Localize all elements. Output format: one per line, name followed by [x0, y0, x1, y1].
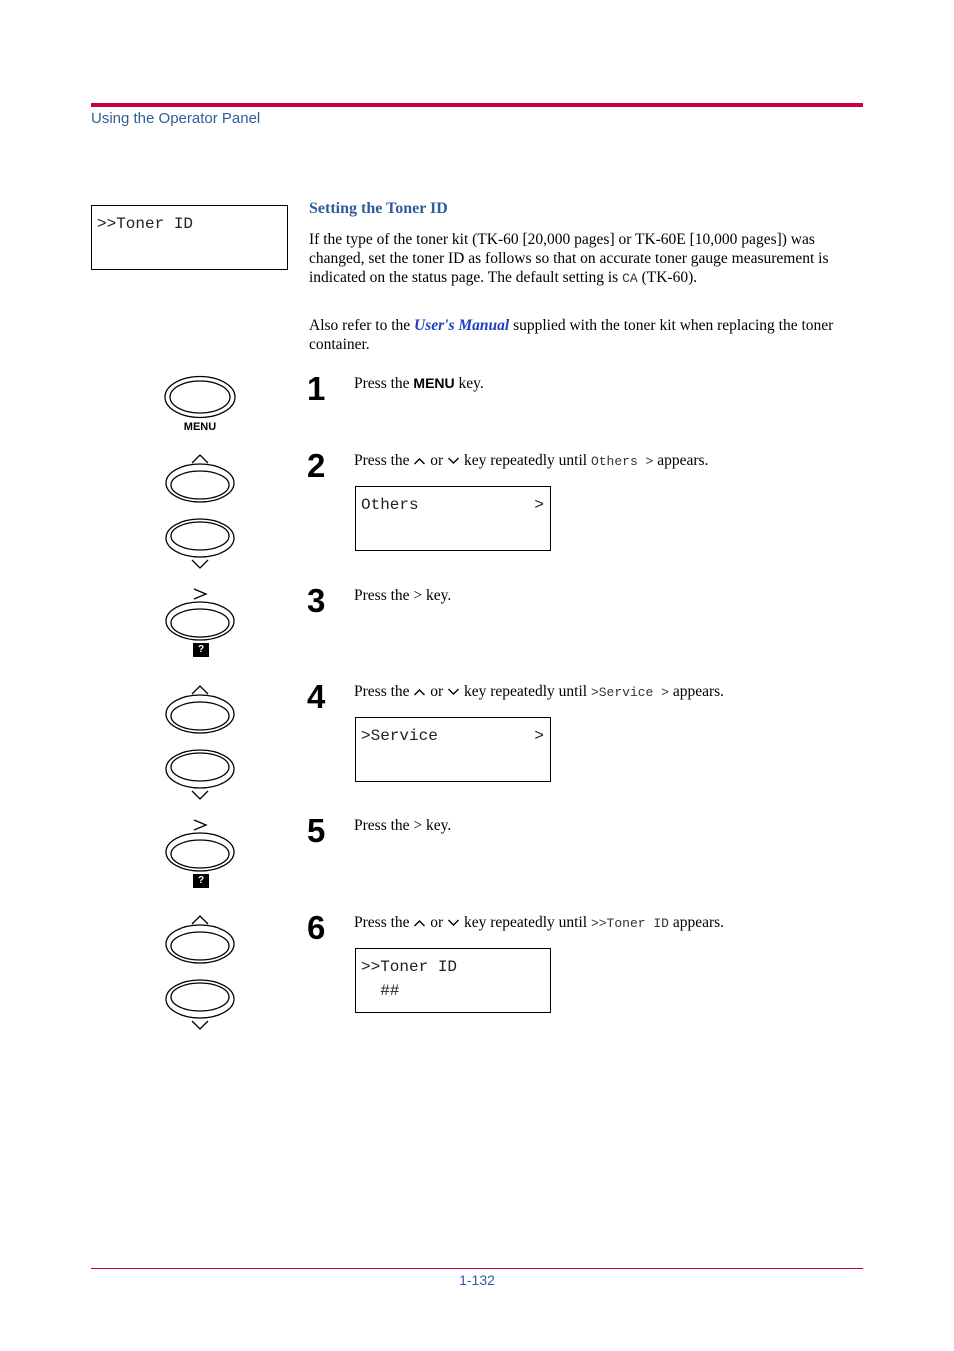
- menu-key-label: MENU: [183, 421, 217, 433]
- up-down-keys-icon-step4[interactable]: [163, 683, 237, 805]
- up-down-keys-icon-step6[interactable]: [163, 913, 237, 1035]
- lcd-line1: >>Toner ID: [361, 958, 458, 976]
- lcd-line1: Others: [361, 496, 419, 514]
- down-arrow-icon: [447, 918, 460, 928]
- intro-text: If the type of the toner kit (TK-60 [20,000 pages] or TK-60E [10,000 pages]) was changed, set the toner ID as follows so that on accurate toner gauge measurement is indicated on the status page. The default setting is: [309, 231, 829, 286]
- step-4-text: [354, 682, 724, 702]
- menu-key-ref: MENU: [413, 375, 455, 391]
- up-arrow-icon: [413, 687, 426, 697]
- step-text-part: key.: [454, 375, 484, 392]
- ref-before: Also refer to the: [309, 317, 415, 334]
- step-text-part: appears.: [668, 683, 725, 700]
- lcd-toner-id-top: [91, 205, 288, 270]
- right-key-icon-step3[interactable]: [163, 586, 237, 644]
- step-text-part: Press the: [354, 914, 414, 931]
- lcd-toner-id: [355, 948, 551, 1013]
- running-header: Using the Operator Panel: [91, 110, 261, 127]
- right-key-icon-step5[interactable]: [163, 817, 237, 875]
- step-number: 1: [307, 370, 326, 407]
- step-text-part: appears.: [653, 452, 709, 469]
- step-2-text: [354, 451, 708, 471]
- step-text-part: key repeatedly until: [460, 914, 591, 931]
- step-text-part: key repeatedly until: [460, 683, 591, 700]
- intro-text-end: (TK-60).: [637, 269, 698, 286]
- ref-after: supplied with the toner kit when replacing the toner container.: [309, 317, 834, 353]
- lcd-service: [355, 717, 551, 782]
- step-text-part: Press the: [354, 452, 414, 469]
- menu-key-icon[interactable]: [163, 375, 237, 421]
- service-code: >Service >: [590, 685, 669, 700]
- users-manual-link[interactable]: User's Manual: [414, 317, 510, 334]
- lcd-arrow: >: [534, 496, 544, 514]
- step-number: 6: [307, 909, 326, 946]
- lcd-line2: ##: [361, 982, 400, 1000]
- step-text-part: key repeatedly until: [460, 452, 591, 469]
- others-code: Others >: [590, 454, 654, 469]
- intro-paragraph: [309, 230, 865, 288]
- step-5-text: Press the > key.: [354, 817, 452, 834]
- step-text-part: Press the: [354, 375, 414, 392]
- down-arrow-icon: [447, 456, 460, 466]
- default-code: CA: [622, 271, 638, 286]
- step-text-part: or: [426, 683, 448, 700]
- up-arrow-icon: [413, 918, 426, 928]
- reference-paragraph: [309, 316, 865, 354]
- help-key-badge: ?: [193, 874, 209, 888]
- help-key-badge: ?: [193, 643, 209, 657]
- step-text-part: or: [426, 452, 448, 469]
- header-rule: [91, 103, 863, 107]
- section-title: Setting the Toner ID: [309, 200, 448, 217]
- lcd-arrow: >: [534, 727, 544, 745]
- footer-rule: [91, 1268, 863, 1269]
- step-6-text: [354, 913, 724, 933]
- step-3-text: Press the > key.: [354, 587, 452, 604]
- step-number: 3: [307, 582, 326, 619]
- step-number: 2: [307, 447, 326, 484]
- page-number: 1-132: [459, 1272, 495, 1288]
- step-text-part: or: [426, 914, 448, 931]
- lcd-line1: >>Toner ID: [97, 215, 194, 233]
- step-1-text: [354, 374, 484, 393]
- down-arrow-icon: [447, 687, 460, 697]
- step-number: 5: [307, 812, 326, 849]
- up-arrow-icon: [413, 456, 426, 466]
- toner-id-code: >>Toner ID: [590, 916, 669, 931]
- step-text-part: Press the: [354, 683, 414, 700]
- up-down-keys-icon-step2[interactable]: [163, 452, 237, 574]
- lcd-others: [355, 486, 551, 551]
- lcd-line1: >Service: [361, 727, 438, 745]
- step-text-part: appears.: [668, 914, 725, 931]
- step-number: 4: [307, 678, 326, 715]
